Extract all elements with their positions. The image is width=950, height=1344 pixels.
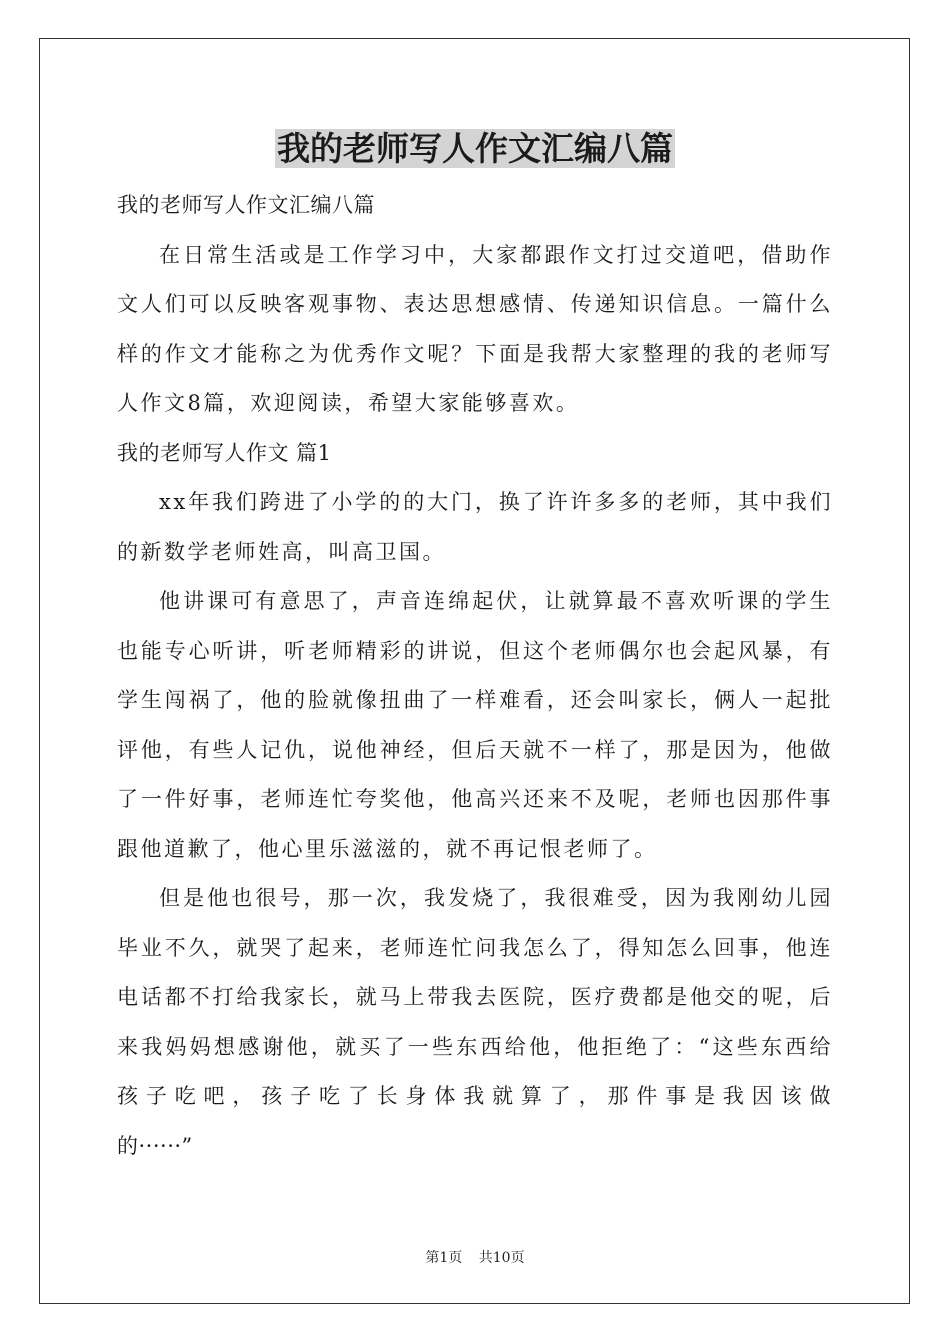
document-title bbox=[0, 124, 950, 174]
body-paragraph: xx年我们跨进了小学的的大门，换了许许多多的老师，其中我们的新数学老师姓高，叫高卫国。 bbox=[117, 490, 833, 564]
intro-paragraph: 在日常生活或是工作学习中，大家都跟作文打过交道吧，借助作文人们可以反映客观事物、表达思想感情、传递知识信息。一篇什么样的作文才能称之为优秀作文呢？下面是我帮大家整理的我的老师写人作文8篇，欢迎阅读，希望大家能够喜欢。 bbox=[117, 242, 833, 415]
document-title-text: 我的老师写人作文汇编八篇 bbox=[277, 129, 673, 168]
body-paragraph: 他讲课可有意思了，声音连绵起伏，让就算最不喜欢听课的学生也能专心听讲，听老师精彩的讲说，但这个老师偶尔也会起风暴，有学生闯祸了，他的脸就像扭曲了一样难看，还会叫家长，俩人一起批评他，有些人记仇，说他神经，但后天就不一样了，那是因为，他做了一件好事，老师连忙夸奖他，他高兴还来不及呢，老师也因那件事跟他道歉了，他心里乐滋滋的，就不再记恨老师了。 bbox=[117, 589, 833, 861]
page-total: 共10页 bbox=[478, 1250, 525, 1266]
body-paragraph-end: 的······” bbox=[117, 1133, 193, 1158]
document-body bbox=[117, 181, 833, 1171]
section-heading: 我的老师写人作文 篇1 bbox=[117, 440, 332, 465]
page-footer bbox=[0, 1247, 950, 1267]
body-paragraph: 但是他也很号，那一次，我发烧了，我很难受，因为我刚幼儿园毕业不久，就哭了起来，老师连忙问我怎么了，得知怎么回事，他连电话都不打给我家长，就马上带我去医院，医疗费都是他交的呢，后来我妈妈想感谢他，就买了一些东西给他，他拒绝了：“这些东西给孩子吃吧，孩子吃了长身体我就算了，那件事是我因该做 bbox=[117, 886, 833, 1108]
page-number: 第1页 bbox=[425, 1250, 463, 1266]
document-subtitle: 我的老师写人作文汇编八篇 bbox=[117, 193, 375, 217]
